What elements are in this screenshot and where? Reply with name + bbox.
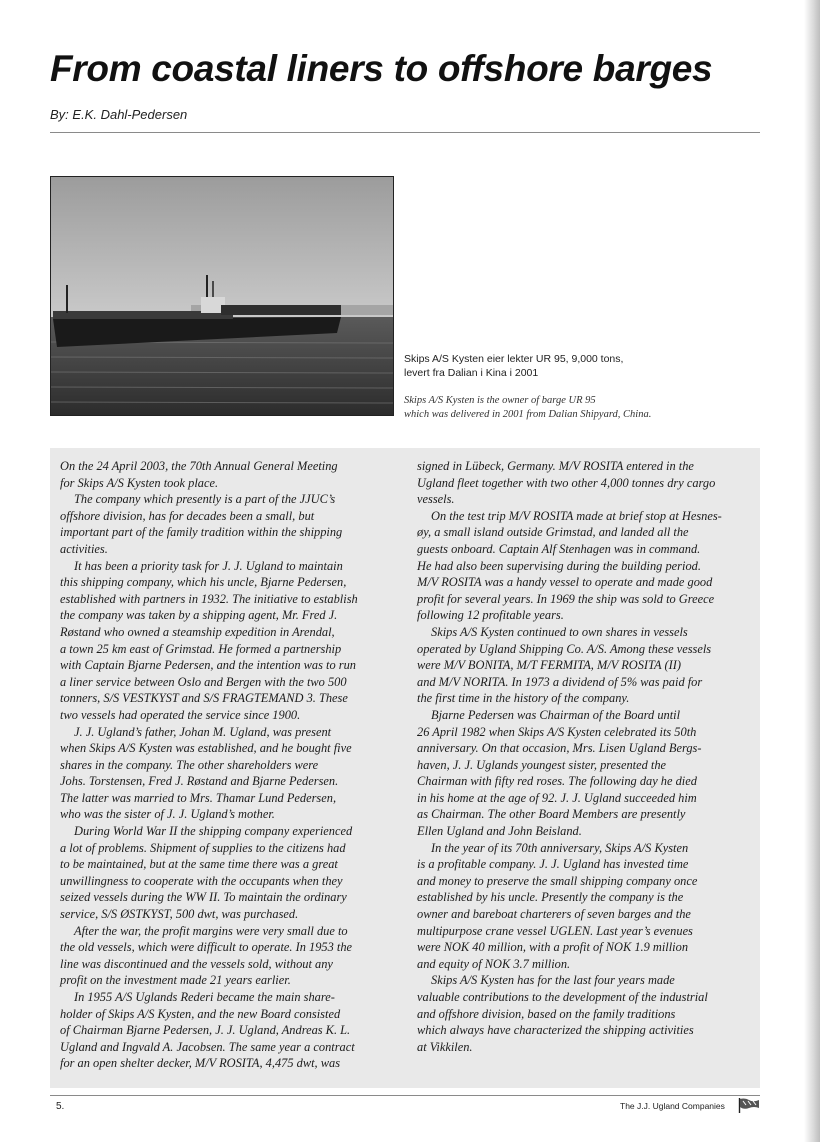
body-text-line: haven, J. J. Uglands youngest sister, presented the: [417, 757, 667, 772]
body-text-line: and M/V NORITA. In 1973 a dividend of 5% was paid for: [417, 674, 703, 689]
body-text-line: when Skips A/S Kysten was established, and he bought five: [60, 741, 352, 756]
body-text-line: is a profitable company. J. J. Ugland has invested time: [417, 857, 689, 872]
body-text-line: and offshore division, based on the family traditions: [417, 1006, 676, 1021]
body-text-line: Johs. Torstensen, Fred J. Røstand and Bjarne Pedersen.: [60, 774, 339, 789]
page-edge-shadow: [804, 0, 820, 1142]
body-text-line: for Skips A/S Kysten took place.: [60, 475, 219, 490]
body-text-line: tonners, S/S VESTKYST and S/S FRAGTEMAND 3. These: [60, 691, 348, 706]
body-text-line: offshore division, has for decades been a small, but: [60, 508, 315, 523]
body-text-line: shares in the company. The other shareholders were: [60, 757, 319, 772]
body-text-line: In 1955 A/S Uglands Rederi became the main share-: [74, 990, 335, 1004]
caption-norwegian: [404, 352, 734, 380]
body-text-line: were M/V BONITA, M/T FERMITA, M/V ROSITA (II): [417, 658, 681, 673]
body-text-line: On the 24 April 2003, the 70th Annual General Meeting: [60, 459, 338, 473]
article-title: From coastal liners to offshore barges: [50, 48, 713, 89]
body-text-line: M/V ROSITA was a handy vessel to operate and made good: [417, 575, 713, 590]
body-text-line: established with partners in 1932. The initiative to establish: [60, 591, 358, 606]
article-byline: By: E.K. Dahl-Pedersen: [50, 107, 188, 122]
footer-company-name: The J.J. Ugland Companies: [620, 1101, 725, 1111]
body-text-line: In the year of its 70th anniversary, Skips A/S Kysten: [431, 840, 689, 855]
body-text-line: in his home at the age of 92. J. J. Ugland succeeded him: [417, 790, 697, 805]
body-text-line: and equity of NOK 3.7 million.: [417, 956, 571, 971]
body-text-line: Røstand who owned a steamship expedition in Arendal,: [60, 624, 335, 639]
body-text-line: line was discontinued and the vessels sold, without any: [60, 956, 333, 971]
caption-norwegian-line: levert fra Dalian i Kina i 2001: [404, 367, 539, 379]
caption-english-line: which was delivered in 2001 from Dalian Shipyard, China.: [404, 409, 652, 420]
body-text-line: of Chairman Bjarne Pedersen, J. J. Ugland, Andreas K. L.: [60, 1023, 351, 1038]
body-text-line: service, S/S ØSTKYST, 500 dwt, was purchased.: [60, 907, 299, 922]
body-text-line: profit on the investment made 21 years earlier.: [60, 973, 291, 988]
body-text-line: a lot of problems. Shipment of supplies to the citizens had: [60, 840, 346, 855]
body-text-line: holder of Skips A/S Kysten, and the new Board consisted: [60, 1006, 341, 1021]
body-text-line: Ugland and Ingvald A. Jacobsen. The same year a contract: [60, 1039, 355, 1054]
body-text-line: which always have characterized the shipping activities: [417, 1023, 694, 1038]
body-text-line: the first time in the history of the company.: [417, 691, 630, 706]
body-text-line: unwillingness to cooperate with the occupants when they: [60, 873, 343, 888]
body-text-line: following 12 profitable years.: [417, 608, 564, 623]
page-number: 5.: [56, 1101, 65, 1112]
body-text-line: On the test trip M/V ROSITA made at brief stop at Hesnes-: [431, 508, 722, 523]
body-text-line: with Captain Bjarne Pedersen, and the intention was to run: [60, 658, 356, 673]
body-text-line: and money to preserve the small shipping company once: [417, 873, 698, 888]
body-text-line: Chairman with fifty red roses. The following day he died: [417, 774, 697, 789]
body-text-line: The latter was married to Mrs. Thamar Lund Pedersen,: [60, 790, 337, 805]
body-text-line: as Chairman. The other Board Members are presently: [417, 807, 686, 822]
caption-norwegian-line: Skips A/S Kysten eier lekter UR 95, 9,000 tons,: [404, 353, 624, 365]
barge-photo: [50, 176, 394, 416]
footer-divider: [50, 1095, 760, 1096]
body-text-line: The company which presently is a part of the JJUC’s: [74, 492, 336, 507]
body-text-line: It has been a priority task for J. J. Ugland to maintain: [74, 558, 343, 573]
body-text-line: Ellen Ugland and John Beisland.: [417, 824, 582, 839]
flag-logo-icon: [738, 1098, 760, 1113]
body-text-line: 26 April 1982 when Skips A/S Kysten celebrated its 50th: [417, 724, 697, 739]
body-text-line: J. J. Ugland’s father, Johan M. Ugland, was present: [74, 724, 332, 739]
body-text-line: guests onboard. Captain Alf Stenhagen was in command.: [417, 541, 701, 556]
body-text-line: During World War II the shipping company experienced: [74, 824, 353, 839]
body-text-line: this shipping company, which his uncle, Bjarne Pedersen,: [60, 575, 347, 590]
body-text-line: at Vikkilen.: [417, 1039, 473, 1054]
body-text-line: seized vessels during the WW II. To maintain the ordinary: [60, 890, 347, 905]
body-text-line: øy, a small island outside Grimstad, and landed all the: [417, 525, 689, 540]
body-text-line: Ugland fleet together with two other 4,000 tonnes dry cargo: [417, 475, 716, 490]
body-text-line: the old vessels, which were difficult to operate. In 1953 the: [60, 940, 353, 955]
body-text-line: to be maintained, but at the same time there was a great: [60, 857, 338, 872]
body-text-line: a liner service between Oslo and Bergen with the two 500: [60, 674, 347, 689]
body-text-line: signed in Lübeck, Germany. M/V ROSITA entered in the: [417, 459, 694, 473]
caption-english-line: Skips A/S Kysten is the owner of barge UR 95: [404, 395, 596, 406]
body-text-line: profit for several years. In 1969 the ship was sold to Greece: [417, 591, 715, 606]
body-text-line: important part of the family tradition within the shipping: [60, 525, 343, 540]
body-text-line: who was the sister of J. J. Ugland’s mother.: [60, 807, 275, 822]
body-text-line: Skips A/S Kysten has for the last four years made: [431, 973, 675, 988]
body-text-line: for an open shelter decker, M/V ROSITA, 4,475 dwt, was: [60, 1056, 341, 1071]
body-text-line: were NOK 40 million, with a profit of NOK 1.9 million: [417, 940, 689, 955]
left-text-column: [60, 458, 390, 1072]
body-text-line: a town 25 km east of Grimstad. He formed a partnership: [60, 641, 342, 656]
header-divider: [50, 132, 760, 133]
body-text-line: the company was taken by a shipping agent, Mr. Fred J.: [60, 608, 338, 623]
right-text-column: [417, 458, 755, 1055]
caption-english: [404, 394, 764, 422]
body-text-line: valuable contributions to the development of the industrial: [417, 990, 708, 1004]
body-text-line: He had also been supervising during the building period.: [417, 558, 701, 573]
body-text-line: activities.: [60, 541, 108, 556]
body-text-line: two vessels had operated the service since 1900.: [60, 707, 301, 722]
body-text-line: owner and bareboat charterers of seven barges and the: [417, 907, 691, 922]
body-text-line: operated by Ugland Shipping Co. A/S. Among these vessels: [417, 641, 712, 656]
body-text-line: Bjarne Pedersen was Chairman of the Board until: [431, 707, 681, 722]
body-text-line: established by his uncle. Presently the company is the: [417, 890, 684, 905]
body-text-line: After the war, the profit margins were very small due to: [74, 923, 348, 938]
body-text-line: Skips A/S Kysten continued to own shares in vessels: [431, 624, 688, 639]
body-text-line: anniversary. On that occasion, Mrs. Lisen Ugland Bergs-: [417, 741, 702, 756]
body-text-line: vessels.: [417, 492, 455, 507]
body-text-line: multipurpose crane vessel UGLEN. Last year’s evenues: [417, 923, 693, 938]
